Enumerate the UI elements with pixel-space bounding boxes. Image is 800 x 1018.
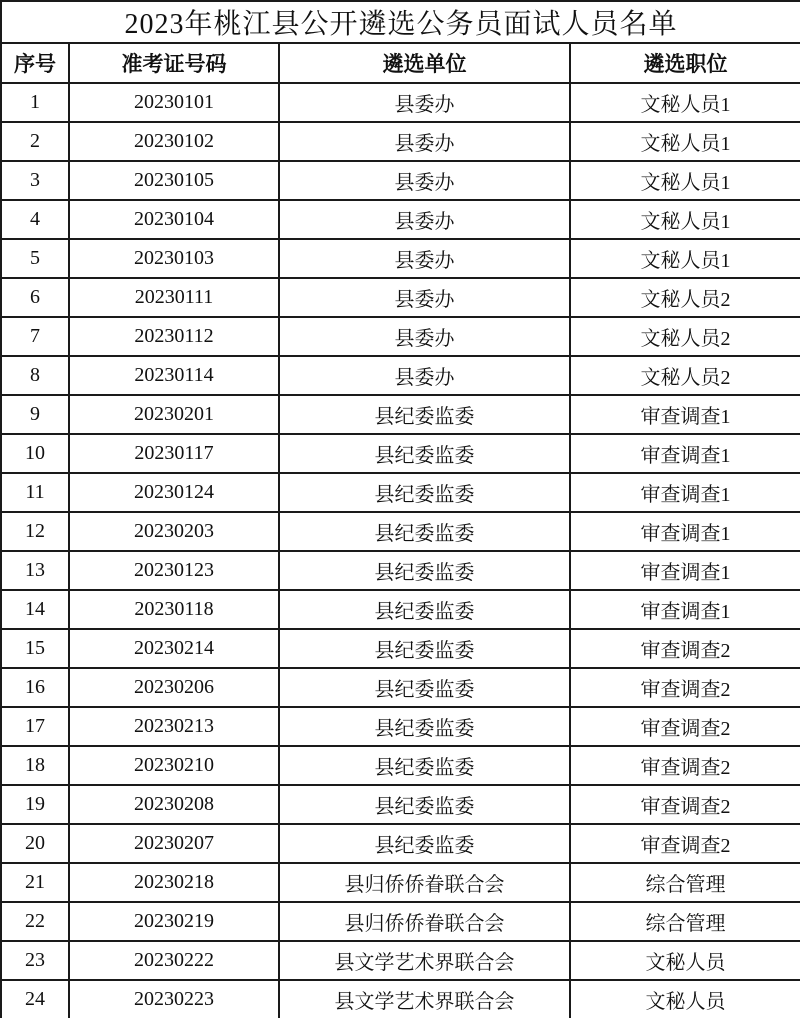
table-cell: 6 xyxy=(1,278,69,317)
table-cell: 综合管理 xyxy=(570,863,800,902)
title-row xyxy=(1,1,800,43)
table-cell: 13 xyxy=(1,551,69,590)
table-cell: 20230118 xyxy=(69,590,279,629)
table-cell: 20 xyxy=(1,824,69,863)
table-cell: 20230203 xyxy=(69,512,279,551)
table-cell: 22 xyxy=(1,902,69,941)
table-cell: 2 xyxy=(1,122,69,161)
table-row xyxy=(1,200,800,239)
table-cell: 审查调查2 xyxy=(570,668,800,707)
table-cell: 县纪委监委 xyxy=(279,434,570,473)
table-cell: 审查调查2 xyxy=(570,707,800,746)
page-title: 2023年桃江县公开遴选公务员面试人员名单 xyxy=(1,1,800,43)
table-cell: 审查调查2 xyxy=(570,785,800,824)
table-cell: 20230124 xyxy=(69,473,279,512)
table-row xyxy=(1,668,800,707)
table-cell: 4 xyxy=(1,200,69,239)
table-cell: 文秘人员2 xyxy=(570,317,800,356)
table-cell: 20230214 xyxy=(69,629,279,668)
table-row xyxy=(1,434,800,473)
table-row xyxy=(1,590,800,629)
table-cell: 县委办 xyxy=(279,239,570,278)
table-cell: 20230206 xyxy=(69,668,279,707)
table-cell: 县纪委监委 xyxy=(279,590,570,629)
table-row xyxy=(1,395,800,434)
table-cell: 县纪委监委 xyxy=(279,473,570,512)
table-row xyxy=(1,356,800,395)
table-cell: 5 xyxy=(1,239,69,278)
table-cell: 县纪委监委 xyxy=(279,746,570,785)
table-cell: 20230213 xyxy=(69,707,279,746)
table-row xyxy=(1,512,800,551)
table-row xyxy=(1,629,800,668)
table-cell: 文秘人员1 xyxy=(570,161,800,200)
header-cell-3: 遴选职位 xyxy=(570,43,800,83)
table-cell: 20230114 xyxy=(69,356,279,395)
table-cell: 10 xyxy=(1,434,69,473)
header-cell-1: 准考证号码 xyxy=(69,43,279,83)
table-body xyxy=(1,83,800,1018)
table-cell: 9 xyxy=(1,395,69,434)
table-cell: 20230223 xyxy=(69,980,279,1018)
table-cell: 20230208 xyxy=(69,785,279,824)
header-cell-0: 序号 xyxy=(1,43,69,83)
table-cell: 审查调查2 xyxy=(570,824,800,863)
table-cell: 20230123 xyxy=(69,551,279,590)
table-cell: 审查调查2 xyxy=(570,629,800,668)
table-row xyxy=(1,707,800,746)
table-cell: 审查调查1 xyxy=(570,590,800,629)
table-cell: 县委办 xyxy=(279,200,570,239)
table-cell: 审查调查2 xyxy=(570,746,800,785)
table-cell: 县纪委监委 xyxy=(279,785,570,824)
table-cell: 县纪委监委 xyxy=(279,629,570,668)
table-cell: 审查调查1 xyxy=(570,512,800,551)
table-cell: 县委办 xyxy=(279,161,570,200)
table-cell: 12 xyxy=(1,512,69,551)
table-cell: 文秘人员1 xyxy=(570,200,800,239)
table-cell: 文秘人员 xyxy=(570,980,800,1018)
table-cell: 20230219 xyxy=(69,902,279,941)
table-row xyxy=(1,161,800,200)
table-cell: 县委办 xyxy=(279,317,570,356)
table-row xyxy=(1,824,800,863)
table-cell: 县归侨侨眷联合会 xyxy=(279,863,570,902)
table-cell: 县纪委监委 xyxy=(279,707,570,746)
table-row xyxy=(1,83,800,122)
table-cell: 3 xyxy=(1,161,69,200)
table-cell: 20230210 xyxy=(69,746,279,785)
table-cell: 文秘人员2 xyxy=(570,278,800,317)
table-cell: 县纪委监委 xyxy=(279,551,570,590)
table-cell: 县归侨侨眷联合会 xyxy=(279,902,570,941)
table-cell: 19 xyxy=(1,785,69,824)
table-cell: 文秘人员1 xyxy=(570,83,800,122)
table-cell: 20230112 xyxy=(69,317,279,356)
header-cell-2: 遴选单位 xyxy=(279,43,570,83)
table-cell: 20230218 xyxy=(69,863,279,902)
table-row xyxy=(1,473,800,512)
table-cell: 县委办 xyxy=(279,278,570,317)
table-row xyxy=(1,863,800,902)
table-cell: 县文学艺术界联合会 xyxy=(279,941,570,980)
table-row xyxy=(1,746,800,785)
table-row xyxy=(1,551,800,590)
table-cell: 审查调查1 xyxy=(570,434,800,473)
table-cell: 县委办 xyxy=(279,122,570,161)
table-cell: 县纪委监委 xyxy=(279,512,570,551)
table-cell: 县文学艺术界联合会 xyxy=(279,980,570,1018)
table-row xyxy=(1,317,800,356)
table-header-row xyxy=(1,43,800,83)
table-cell: 20230105 xyxy=(69,161,279,200)
table-cell: 文秘人员1 xyxy=(570,122,800,161)
table-row xyxy=(1,902,800,941)
table-cell: 县委办 xyxy=(279,83,570,122)
table-cell: 20230111 xyxy=(69,278,279,317)
table-cell: 20230101 xyxy=(69,83,279,122)
table-cell: 20230117 xyxy=(69,434,279,473)
table-cell: 18 xyxy=(1,746,69,785)
table-cell: 县纪委监委 xyxy=(279,668,570,707)
table-cell: 15 xyxy=(1,629,69,668)
table-cell: 综合管理 xyxy=(570,902,800,941)
table-cell: 24 xyxy=(1,980,69,1018)
table-row xyxy=(1,278,800,317)
table-row xyxy=(1,239,800,278)
table-row xyxy=(1,785,800,824)
table-cell: 16 xyxy=(1,668,69,707)
table-cell: 23 xyxy=(1,941,69,980)
table-cell: 20230104 xyxy=(69,200,279,239)
table-cell: 7 xyxy=(1,317,69,356)
table-cell: 20230103 xyxy=(69,239,279,278)
table-cell: 11 xyxy=(1,473,69,512)
table-cell: 20230201 xyxy=(69,395,279,434)
table-cell: 1 xyxy=(1,83,69,122)
table-row xyxy=(1,122,800,161)
table-row xyxy=(1,941,800,980)
table-cell: 审查调查1 xyxy=(570,473,800,512)
table-cell: 文秘人员1 xyxy=(570,239,800,278)
table-cell: 县纪委监委 xyxy=(279,824,570,863)
table-cell: 17 xyxy=(1,707,69,746)
table-cell: 8 xyxy=(1,356,69,395)
table-cell: 20230207 xyxy=(69,824,279,863)
table-cell: 县委办 xyxy=(279,356,570,395)
table-cell: 14 xyxy=(1,590,69,629)
table-cell: 审查调查1 xyxy=(570,551,800,590)
table-cell: 文秘人员 xyxy=(570,941,800,980)
table-cell: 文秘人员2 xyxy=(570,356,800,395)
table-cell: 20230222 xyxy=(69,941,279,980)
table-cell: 审查调查1 xyxy=(570,395,800,434)
table-cell: 21 xyxy=(1,863,69,902)
table-row xyxy=(1,980,800,1018)
table-cell: 县纪委监委 xyxy=(279,395,570,434)
table-cell: 20230102 xyxy=(69,122,279,161)
